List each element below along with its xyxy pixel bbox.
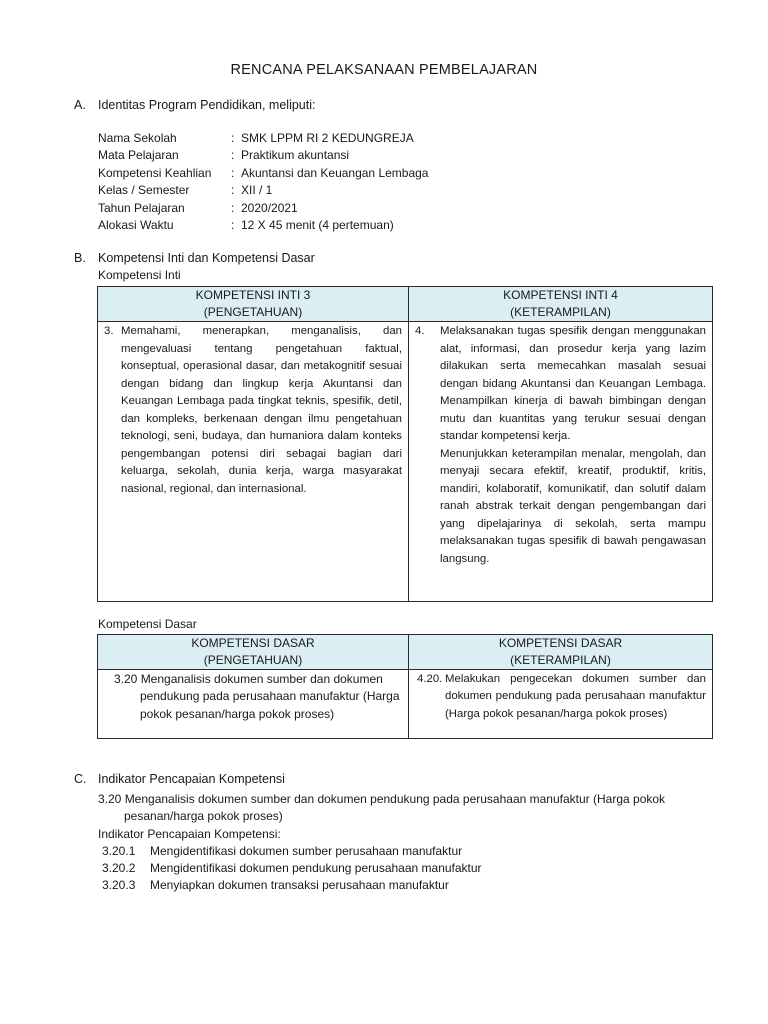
- ki3-header-subtitle: (PENGETAHUAN): [203, 305, 303, 319]
- identity-value: 12 X 45 menit (4 pertemuan): [241, 218, 394, 233]
- kd-keterampilan-text: Melakukan pengecekan dokumen sumber dan dokumen pendukung pada perusahaan manufaktur (Harga pokok pesanan/harga pokok proses): [445, 673, 706, 720]
- indikator-text: Menyiapkan dokumen transaksi perusahaan manufaktur: [150, 878, 449, 893]
- section-b-title: Kompetensi Inti dan Kompetensi Dasar: [98, 251, 315, 265]
- kompetensi-inti-label: Kompetensi Inti: [98, 268, 181, 282]
- section-a-letter: A.: [74, 98, 86, 112]
- indikator-kd-text: 3.20 Menganalisis dokumen sumber dan dokumen pendukung pada perusahaan manufaktur (Harga pokok pesanan/harga pokok proses): [98, 792, 666, 824]
- identity-colon: :: [231, 200, 235, 215]
- ki4-header: [409, 287, 713, 322]
- identity-row: [98, 130, 428, 147]
- kd-keterampilan-header: [409, 635, 713, 670]
- kd-keterampilan-cell: [409, 670, 713, 739]
- section-a-title: Identitas Program Pendidikan, meliputi:: [98, 98, 316, 112]
- ki4-text-2: Menunjukkan keterampilan menalar, mengolah, dan menyaji secara efektif, kreatif, produktif, kritis, mandiri, kolaboratif, komunikatif, dan solutif dalam ranah abstrak terkait dengan pengembangan dari yang dipelajarinya di sekolah, serta mampu melaksanakan tugas spesifik di bawah pengawasan langsung.: [440, 447, 706, 565]
- ki3-cell: [98, 322, 409, 602]
- identity-table: [98, 130, 428, 234]
- indikator-number: 3.20.1: [102, 843, 136, 858]
- section-c-letter: C.: [74, 772, 87, 786]
- indikator-block: [98, 791, 724, 895]
- identity-label: Kompetensi Keahlian: [98, 165, 212, 180]
- ki3-text: Memahami, menerapkan, menganalisis, dan mengevaluasi tentang pengetahuan faktual, konseptual, operasional dasar, dan metakognitif sesuai dengan bidang dan lingkup kerja Akuntansi dan Keuangan Lembaga pada tingkat teknis, spesifik, detil, dan kompleks, berkenaan dengan ilmu pengetahuan teknologi, seni, budaya, dan humaniora dalam konteks pengembangan potensi diri sebagai bagian dari keluarga, sekolah, dunia kerja, warga masyarakat nasional, regional, dan internasional.: [121, 325, 402, 495]
- indikator-text: Mengidentifikasi dokumen sumber perusahaan manufaktur: [150, 843, 463, 858]
- identity-colon: :: [231, 183, 235, 198]
- identity-colon: :: [231, 131, 235, 145]
- ki4-text-1: Melaksanakan tugas spesifik dengan menggunakan alat, informasi, dan prosedur kerja yang lazim dilakukan serta memecahkan masalah sesuai dengan bidang Akuntansi dan Keuangan Lembaga. Menampilkan kinerja di bawah bimbingan dengan mutu dan kuantitas yang terukur sesuai dengan standar kompetensi kerja.: [440, 325, 706, 442]
- ki4-cell: [409, 322, 713, 602]
- kompetensi-dasar-table: [97, 634, 713, 739]
- identity-row: [98, 217, 428, 234]
- identity-row: [98, 200, 428, 217]
- page-title: RENCANA PELAKSANAAN PEMBELAJARAN: [230, 62, 538, 78]
- kd-pengetahuan-text: 3.20 Menganalisis dokumen sumber dan dokumen pendukung pada perusahaan manufaktur (Harga pokok pesanan/harga pokok proses): [114, 672, 400, 721]
- section-b-heading: [74, 251, 315, 265]
- identity-colon: :: [231, 148, 235, 163]
- identity-value: 2020/2021: [241, 200, 298, 215]
- identity-label: Nama Sekolah: [98, 131, 177, 145]
- kd-pengetahuan-cell: [98, 670, 409, 739]
- section-b-letter: B.: [74, 251, 86, 265]
- kd-keterampilan-header-title: KOMPETENSI DASAR: [498, 636, 623, 650]
- indikator-text: Mengidentifikasi dokumen pendukung perusahaan manufaktur: [150, 861, 482, 876]
- identity-label: Tahun Pelajaran: [98, 200, 185, 215]
- section-a-heading: [74, 98, 315, 112]
- identity-row: [98, 147, 428, 164]
- identity-colon: :: [231, 165, 235, 180]
- kd-keterampilan-header-subtitle: (KETERAMPILAN): [510, 653, 611, 667]
- ki4-number: 4.: [415, 325, 425, 337]
- identity-label: Alokasi Waktu: [98, 218, 174, 233]
- indikator-item: [98, 877, 724, 894]
- indikator-item: [98, 843, 724, 860]
- kd-pengetahuan-header-title: KOMPETENSI DASAR: [191, 636, 315, 650]
- identity-row: [98, 165, 428, 182]
- ki3-header: [98, 287, 409, 322]
- identity-value: SMK LPPM RI 2 KEDUNGREJA: [241, 131, 414, 145]
- identity-value: XII / 1: [241, 183, 273, 198]
- ki3-header-title: KOMPETENSI INTI 3: [195, 288, 311, 302]
- identity-value: Praktikum akuntansi: [241, 148, 350, 163]
- kompetensi-dasar-label: Kompetensi Dasar: [98, 617, 197, 631]
- indikator-subheading: Indikator Pencapaian Kompetensi:: [98, 826, 281, 841]
- section-c-heading: [74, 772, 285, 786]
- kompetensi-inti-table: [97, 286, 713, 602]
- kd-pengetahuan-header: [98, 635, 409, 670]
- identity-label: Mata Pelajaran: [98, 148, 179, 163]
- indikator-item: [98, 860, 724, 877]
- identity-row: [98, 182, 428, 199]
- ki3-number: 3.: [104, 325, 114, 337]
- identity-value: Akuntansi dan Keuangan Lembaga: [241, 165, 429, 180]
- identity-colon: :: [231, 218, 235, 233]
- kd-pengetahuan-header-subtitle: (PENGETAHUAN): [203, 653, 303, 667]
- kd-keterampilan-number: 4.20.: [417, 673, 443, 685]
- ki4-header-subtitle: (KETERAMPILAN): [510, 305, 611, 319]
- identity-label: Kelas / Semester: [98, 183, 190, 198]
- indikator-number: 3.20.2: [102, 861, 136, 876]
- indikator-number: 3.20.3: [102, 878, 136, 893]
- section-c-title: Indikator Pencapaian Kompetensi: [98, 772, 285, 786]
- ki4-header-title: KOMPETENSI INTI 4: [503, 288, 618, 302]
